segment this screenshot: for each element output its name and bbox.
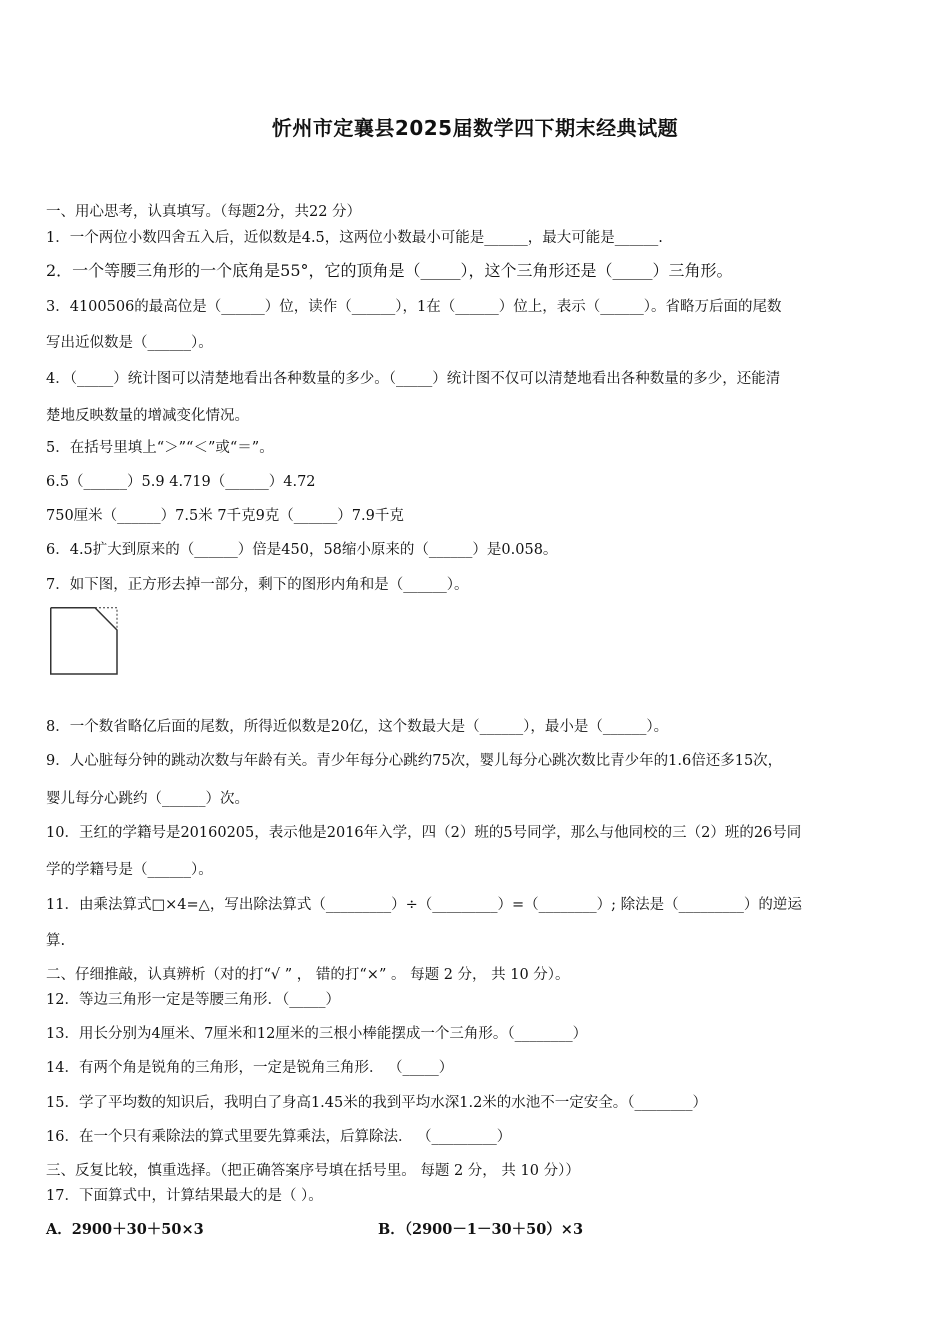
figure-remaining-shape	[51, 608, 117, 674]
question-10-line-1: 10．王红的学籍号是20160205，表示他是2016年入学，四（2）班的5号同学，那么与他同校的三（2）班的26号同	[46, 825, 802, 841]
question-7: 7．如下图，正方形去掉一部分，剩下的图形内角和是（______）。	[46, 577, 469, 593]
question-3-line-1: 3．4100506的最高位是（______）位，读作（______），1在（______）位上，表示（______）。省略万后面的尾数	[46, 299, 782, 315]
section-2-heading: 二、仔细推敲，认真辨析（对的打“√ ” ， 错的打“×” 。 每题 2 分， 共 10 分）。	[46, 967, 570, 983]
question-11-line-2: 算.	[46, 933, 66, 949]
question-5-row-1: 6.5（______）5.9 4.719（______）4.72	[46, 474, 316, 490]
square-corner-cut-figure	[50, 607, 120, 677]
question-9-line-2: 婴儿每分心跳约（______）次。	[46, 791, 249, 807]
question-2: 2．一个等腰三角形的一个底角是55°，它的顶角是（_____），这个三角形还是（_____）三角形。	[46, 261, 733, 280]
question-17-option-a: A．2900＋30＋50×3	[46, 1221, 204, 1238]
question-4-line-1: 4．（_____）统计图可以清楚地看出各种数量的多少。（_____）统计图不仅可以清楚地看出各种数量的多少，还能清	[46, 371, 781, 387]
question-5: 5．在括号里填上“＞”“＜”或“＝”。	[46, 440, 274, 456]
question-17-option-b: B．（2900－1－30＋50）×3	[378, 1221, 584, 1238]
page-title: 忻州市定襄县2025届数学四下期末经典试题	[271, 116, 679, 140]
question-13: 13．用长分别为4厘米、7厘米和12厘米的三根小棒能摆成一个三角形。（________）	[46, 1026, 588, 1042]
question-8: 8．一个数省略亿后面的尾数，所得近似数是20亿，这个数最大是（______），最小是（______）。	[46, 719, 669, 735]
question-17: 17．下面算式中，计算结果最大的是（ ）。	[46, 1188, 323, 1204]
section-1-heading: 一、用心思考，认真填写。（每题2分，共22 分）	[46, 204, 362, 220]
question-4-line-2: 楚地反映数量的增减变化情况。	[46, 408, 249, 424]
question-16: 16．在一个只有乘除法的算式里要先算乘法，后算除法． （_________）	[46, 1129, 512, 1145]
question-1: 1．一个两位小数四舍五入后，近似数是4.5，这两位小数最小可能是______，最大可能是______.	[46, 230, 663, 246]
question-5-row-2: 750厘米（______）7.5米 7千克9克（______）7.9千克	[46, 508, 404, 524]
question-11-line-1: 11．由乘法算式□×4=△，写出除法算式（_________）÷（_________）=（________）; 除法是（_________）的逆运	[46, 897, 802, 913]
question-3-line-2: 写出近似数是（______）。	[46, 335, 213, 351]
question-14: 14．有两个角是锐角的三角形，一定是锐角三角形． （_____）	[46, 1060, 454, 1076]
question-6: 6．4.5扩大到原来的（______）倍是450，58缩小原来的（______）是0.058。	[46, 542, 558, 558]
question-10-line-2: 学的学籍号是（______）。	[46, 862, 213, 878]
question-9-line-1: 9．人心脏每分钟的跳动次数与年龄有关。青少年每分心跳约75次，婴儿每分心跳次数比青少年的1.6倍还多15次，	[46, 753, 783, 769]
question-12: 12．等边三角形一定是等腰三角形．（_____）	[46, 992, 340, 1008]
section-3-heading: 三、反复比较，慎重选择。（把正确答案序号填在括号里。 每题 2 分， 共 10 分））	[46, 1163, 580, 1179]
question-15: 15．学了平均数的知识后，我明白了身高1.45米的我到平均水深1.2米的水池不一定安全。（________）	[46, 1095, 708, 1111]
